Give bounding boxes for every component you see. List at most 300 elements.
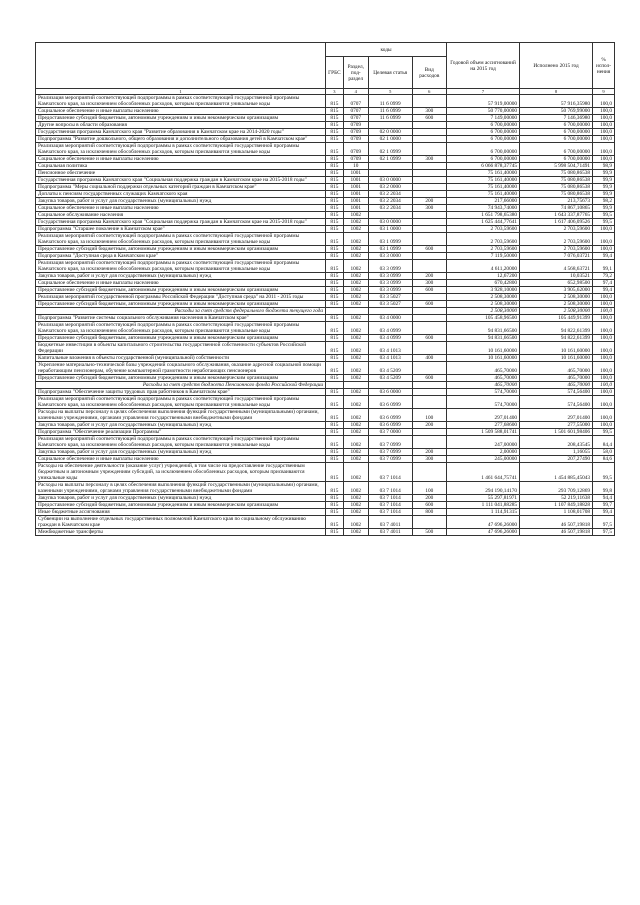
fact-cell: 1 617 406,09526 [520,219,593,226]
plan-cell: 3 928,10000 [447,287,520,294]
index-cell: 4 [343,89,368,95]
table-row [36,422,615,429]
fact-cell: 74 867,10865 [520,205,593,212]
razdel-cell: 1002 [343,233,368,246]
plan-cell: 75 161,40000 [447,177,520,184]
subtotal-row [36,308,615,315]
name-cell: Субвенции на выполнение отдельных государственных полномочий Камчатского края по социальному обслуживанию граждан в Камчатском крае [36,516,326,529]
plan-cell: 50 770,00000 [447,108,520,115]
csr-cell: 02 1 0000 [368,136,412,143]
grbs-cell: 815 [326,260,344,273]
pct-cell: 99,4 [593,509,615,516]
csr-cell: 03 4 1013 [368,342,412,355]
name-cell: Социальное обеспечение и иные выплаты населению [36,156,326,163]
grbs-cell: 815 [326,375,344,382]
pct-cell: 100,0 [593,389,615,396]
razdel-cell: 1002 [343,456,368,463]
csr-cell: 03 7 4011 [368,516,412,529]
plan-cell: 1 625 444,77641 [447,219,520,226]
name-cell: Социальное обеспечение и иные выплаты населению [36,205,326,212]
vr-cell: 200 [412,198,446,205]
name-cell: Реализация мероприятий соответствующей подпрограммы в рамках соответствующей государственной программы Камчатского края, за исключением обособленных расходов, которым присваиваются уникальные коды [36,95,326,108]
index-cell: 7 [447,89,520,95]
plan-cell: 1 114,91315 [447,509,520,516]
pct-cell: 100,0 [593,294,615,301]
csr-cell: 03 4 0999 [368,322,412,335]
name-cell: Расходы за счет средств бюджета Пенсионного фонда Российской Федерации [36,382,326,389]
index-cell: 5 [368,89,412,95]
plan-cell: 1 461 644,75741 [447,463,520,482]
table-row [36,260,615,273]
plan-cell: 217,66000 [447,198,520,205]
grbs-cell: 815 [326,335,344,342]
csr-cell: 02 1 0999 [368,156,412,163]
grbs-cell: 815 [326,422,344,429]
csr-cell: 03 2 2034 [368,205,412,212]
table-row [36,495,615,502]
razdel-cell: 0707 [343,95,368,108]
pct-cell: 99,4 [593,287,615,294]
fact-cell: 94 822,61399 [520,322,593,335]
csr-cell: 03 3 5027 [368,294,412,301]
grbs-cell: 815 [326,429,344,436]
table-row [36,342,615,355]
name-cell: Реализация мероприятий соответствующей подпрограммы в рамках соответствующей государственной программы Камчатского края, за исключением обособленных расходов, которым присваиваются уникальные коды [36,322,326,335]
grbs-cell: 815 [326,315,344,322]
fact-cell: 75 080,86538 [520,170,593,177]
razdel-cell: 1002 [343,482,368,495]
index-cell: 3 [326,89,344,95]
pct-cell: 79,2 [593,273,615,280]
fact-cell: 75 080,86538 [520,191,593,198]
name-cell: Реализация мероприятий государственной программы Российской Федерации "Доступная среда" на 2011 - 2015 годы [36,294,326,301]
table-row [36,482,615,495]
pct-cell: 99,9 [593,184,615,191]
plan-cell: 2 703,59600 [447,246,520,253]
plan-cell: 670,42800 [447,280,520,287]
csr-cell: 03 6 0999 [368,409,412,422]
fact-cell: 57 916,35980 [520,95,593,108]
table-row [36,212,615,219]
razdel-cell: 1002 [343,362,368,375]
table-row [36,335,615,342]
header-razdel: Раздел, под-раздел [343,57,368,89]
table-row [36,502,615,509]
pct-cell: 100,0 [593,342,615,355]
table-row [36,287,615,294]
pct-cell: 97,5 [593,516,615,529]
table-row [36,456,615,463]
csr-cell: 03 7 1014 [368,509,412,516]
vr-cell [412,219,446,226]
plan-cell: 6 700,00000 [447,129,520,136]
pct-cell: 100,0 [593,308,615,315]
plan-cell: 247,00000 [447,436,520,449]
name-cell: Предоставление субсидий бюджетным, автономным учреждениям и иным некоммерческим организациям [36,287,326,294]
fact-cell: 1 107 849,18828 [520,502,593,509]
pct-cell: 99,9 [593,170,615,177]
pct-cell: 100,0 [593,409,615,422]
csr-cell: 03 0 0000 [368,219,412,226]
csr-cell: 03 4 0000 [368,315,412,322]
table-row [36,198,615,205]
table-row [36,163,615,170]
name-cell: Укрепление материально-технической базы учреждений социального обслуживания, оказание адресной социальной помощи неработающим пенсионерам, обучение компьютерной грамотности неработающих пенсионеров [36,362,326,375]
grbs-cell: 815 [326,449,344,456]
grbs-cell: 815 [326,342,344,355]
razdel-cell: 1002 [343,287,368,294]
table-row [36,122,615,129]
razdel-cell [343,382,368,389]
razdel-cell: 1002 [343,429,368,436]
name-cell: Подпрограмма "Развитие системы социального обслуживания населения в Камчатском крае" [36,315,326,322]
budget-sheet [35,42,615,536]
fact-cell: 213,75673 [520,198,593,205]
name-cell: Бюджетные инвестиции в объекты капитального строительства государственной собственности субъектов Российской Федерации [36,342,326,355]
name-cell: Реализация мероприятий соответствующей подпрограммы в рамках соответствующей государственной программы Камчатского края, за исключением обособленных расходов, которым присваиваются уникальные коды [36,260,326,273]
table-row [36,233,615,246]
name-cell: Социальное обеспечение и иные выплаты населению [36,456,326,463]
fact-cell: 75 080,86538 [520,177,593,184]
csr-cell [368,170,412,177]
grbs-cell: 815 [326,205,344,212]
csr-cell: 03 7 0999 [368,436,412,449]
pct-cell: 84,6 [593,456,615,463]
fact-cell: 10 161,60000 [520,342,593,355]
vr-cell: 200 [412,449,446,456]
table-row [36,409,615,422]
grbs-cell: 815 [326,253,344,260]
name-cell: Расходы на обеспечение деятельности (оказание услуг) учреждений, в том числе на предоставление государственным бюджетным и автономным учреждениям субсидий, за исключением обособленных расходов, которым присваиваются уникальные коды [36,463,326,482]
grbs-cell: 815 [326,529,344,536]
csr-cell: 03 3 0000 [368,253,412,260]
grbs-cell: 815 [326,136,344,143]
table-row [36,516,615,529]
plan-cell: 47 696,26000 [447,529,520,536]
plan-cell: 465,70000 [447,382,520,389]
pct-cell: 100,0 [593,156,615,163]
plan-cell: 7 149,00000 [447,115,520,122]
fact-cell: 1,16055 [520,449,593,456]
vr-cell [412,177,446,184]
name-cell: Капитальные вложения в объекты государственной (муниципальной) собственности [36,355,326,362]
pct-cell: 97,5 [593,529,615,536]
grbs-cell: 815 [326,198,344,205]
grbs-cell [326,382,344,389]
csr-cell: 03 7 4011 [368,529,412,536]
vr-cell [412,95,446,108]
fact-cell: 2 508,30000 [520,308,593,315]
csr-cell: 03 6 0000 [368,389,412,396]
grbs-cell: 815 [326,294,344,301]
table-row [36,170,615,177]
razdel-cell: 10 [343,163,368,170]
razdel-cell: 1002 [343,335,368,342]
grbs-cell: 815 [326,95,344,108]
csr-cell: 03 7 1014 [368,495,412,502]
csr-cell [368,308,412,315]
pct-cell: 99,8 [593,482,615,495]
grbs-cell: 815 [326,301,344,308]
pct-cell: 100,0 [593,115,615,122]
pct-cell: 100,0 [593,233,615,246]
vr-cell: 600 [412,335,446,342]
pct-cell: 100,0 [593,246,615,253]
vr-cell: 300 [412,205,446,212]
vr-cell [412,436,446,449]
fact-cell: 10 161,60000 [520,355,593,362]
grbs-cell [326,308,344,315]
fact-cell: 2 703,59600 [520,233,593,246]
plan-cell: 2 703,59600 [447,233,520,246]
table-row [36,375,615,382]
vr-cell [412,315,446,322]
grbs-cell: 815 [326,156,344,163]
razdel-cell: 1002 [343,422,368,429]
razdel-cell [343,308,368,315]
pct-cell: 100,0 [593,95,615,108]
vr-cell: 600 [412,301,446,308]
razdel-cell: 1001 [343,191,368,198]
fact-cell: 652,98500 [520,280,593,287]
grbs-cell: 815 [326,233,344,246]
plan-cell: 277,68600 [447,422,520,429]
fact-cell: 3 905,62000 [520,287,593,294]
fact-cell: 6 700,00000 [520,129,593,136]
grbs-cell: 815 [326,177,344,184]
plan-cell: 1 111 041,88285 [447,502,520,509]
name-cell: Межбюджетные трансферты [36,529,326,536]
plan-cell: 2 703,59600 [447,226,520,233]
razdel-cell: 1002 [343,396,368,409]
csr-cell: 03 1 0999 [368,233,412,246]
csr-cell [368,382,412,389]
name-cell: Социальное обеспечение и иные выплаты населению [36,108,326,115]
pct-cell: 99,7 [593,502,615,509]
csr-cell: 03 7 0999 [368,456,412,463]
name-cell: Закупка товаров, работ и услуг для государственных (муниципальных) нужд [36,422,326,429]
plan-cell: 1 651 798,65380 [447,212,520,219]
fact-cell: 105 449,91399 [520,315,593,322]
pct-cell: 100,0 [593,315,615,322]
fact-cell: 2 508,30000 [520,301,593,308]
grbs-cell: 815 [326,509,344,516]
razdel-cell: 1002 [343,280,368,287]
csr-cell [368,212,412,219]
csr-cell: 03 2 2034 [368,198,412,205]
vr-cell [412,163,446,170]
csr-cell: 03 4 0999 [368,335,412,342]
fact-cell: 4 568,63721 [520,260,593,273]
fact-cell: 465,70000 [520,375,593,382]
plan-cell: 465,70000 [447,362,520,375]
csr-cell: 02 0 0000 [368,129,412,136]
table-row [36,95,615,108]
fact-cell: 10,03521 [520,273,593,280]
plan-cell: 105 458,96500 [447,315,520,322]
grbs-cell: 815 [326,463,344,482]
vr-cell [412,516,446,529]
csr-cell [368,122,412,129]
fact-cell: 52 219,11638 [520,495,593,502]
razdel-cell: 0709 [343,156,368,163]
table-row [36,184,615,191]
plan-cell: 75 161,40000 [447,191,520,198]
grbs-cell: 815 [326,389,344,396]
razdel-cell: 1001 [343,170,368,177]
fact-cell: 297,01400 [520,409,593,422]
grbs-cell: 815 [326,495,344,502]
grbs-cell: 815 [326,246,344,253]
pct-cell: 100,0 [593,375,615,382]
fact-cell: 1 643 337,87765 [520,212,593,219]
fact-cell: 46 507,19818 [520,516,593,529]
razdel-cell: 1002 [343,516,368,529]
plan-cell: 2,00000 [447,449,520,456]
razdel-cell: 0707 [343,115,368,122]
table-row [36,429,615,436]
name-cell: Предоставление субсидий бюджетным, автономным учреждениям и иным некоммерческим организациям [36,502,326,509]
fact-cell: 1 454 885,45043 [520,463,593,482]
grbs-cell: 815 [326,163,344,170]
fact-cell: 1 108,01708 [520,509,593,516]
csr-cell: 03 4 5209 [368,375,412,382]
csr-cell: 03 3 0999 [368,287,412,294]
pct-cell: 58,0 [593,449,615,456]
fact-cell: 1 501 601,98406 [520,429,593,436]
pct-cell: 100,0 [593,335,615,342]
razdel-cell: 1002 [343,273,368,280]
grbs-cell: 815 [326,355,344,362]
table-row [36,115,615,122]
name-cell: Предоставление субсидий бюджетным, автономным учреждениям и иным некоммерческим организациям [36,335,326,342]
vr-cell: 300 [412,108,446,115]
name-cell: Подпрограмма "Старшее поколение в Камчатском крае" [36,226,326,233]
vr-cell: 200 [412,273,446,280]
table-row [36,226,615,233]
vr-cell [412,122,446,129]
grbs-cell: 815 [326,184,344,191]
table-row [36,156,615,163]
razdel-cell: 1002 [343,246,368,253]
fact-cell: 7 146,36980 [520,115,593,122]
fact-cell: 207,27490 [520,456,593,463]
plan-cell: 294 190,14170 [447,482,520,495]
pct-cell: 98,2 [593,198,615,205]
fact-cell: 574,56400 [520,389,593,396]
vr-cell [412,129,446,136]
csr-cell: 03 4 1013 [368,355,412,362]
name-cell: Социальная политика [36,163,326,170]
pct-cell: 99,4 [593,253,615,260]
plan-cell: 47 696,26000 [447,516,520,529]
pct-cell: 100,0 [593,136,615,143]
name-cell: Подпрограмма "Меры социальной поддержки отдельных категорий граждан в Камчатском крае" [36,184,326,191]
vr-cell [412,396,446,409]
plan-cell: 4 611,20000 [447,260,520,273]
pct-cell: 99,5 [593,429,615,436]
pct-cell: 100,0 [593,143,615,156]
vr-cell: 600 [412,246,446,253]
table-row [36,143,615,156]
vr-cell: 300 [412,156,446,163]
table-body [36,95,615,536]
table-row [36,322,615,335]
plan-cell: 10 161,60000 [447,355,520,362]
grbs-cell: 815 [326,143,344,156]
vr-cell: 300 [412,280,446,287]
name-cell: Доплаты к пенсиям государственных служащих Камчатского края [36,191,326,198]
name-cell: Реализация мероприятий соответствующей подпрограммы в рамках соответствующей государственной программы Камчатского края, за исключением обособленных расходов, которым присваиваются уникальные коды [36,233,326,246]
plan-cell: 57 919,00000 [447,95,520,108]
razdel-cell: 1002 [343,212,368,219]
vr-cell: 600 [412,375,446,382]
index-cell: 8 [520,89,593,95]
vr-cell: 800 [412,509,446,516]
razdel-cell: 1002 [343,260,368,273]
vr-cell [412,260,446,273]
razdel-cell: 1001 [343,205,368,212]
grbs-cell: 815 [326,108,344,115]
name-cell: Закупка товаров, работ и услуг для государственных (муниципальных) нужд [36,449,326,456]
razdel-cell: 1002 [343,219,368,226]
plan-cell: 6 700,00000 [447,143,520,156]
plan-cell: 6 700,00000 [447,156,520,163]
csr-cell: 03 4 5209 [368,362,412,375]
name-cell: Государственная программа Камчатского края "Социальная поддержка граждан в Камчатском крае на 2015-2018 годы" [36,219,326,226]
table-row [36,273,615,280]
vr-cell: 100 [412,482,446,495]
csr-cell: 03 2 2034 [368,191,412,198]
csr-cell: 03 2 0000 [368,184,412,191]
vr-cell [412,253,446,260]
razdel-cell: 1002 [343,436,368,449]
razdel-cell: 1002 [343,301,368,308]
table-row [36,463,615,482]
name-cell: Предоставление субсидий бюджетным, автономным учреждениям и иным некоммерческим организациям [36,115,326,122]
plan-cell: 1 509 588,01741 [447,429,520,436]
fact-cell: 293 709,12869 [520,482,593,495]
table-row [36,205,615,212]
fact-cell: 277,55000 [520,422,593,429]
vr-cell [412,322,446,335]
grbs-cell: 815 [326,322,344,335]
plan-cell: 94 831,66500 [447,322,520,335]
name-cell: Подпрограмма "Развитие дошкольного, общего образования и дополнительного образования детей в Камчатском крае" [36,136,326,143]
vr-cell: 200 [412,422,446,429]
razdel-cell: 1002 [343,509,368,516]
grbs-cell: 815 [326,456,344,463]
csr-cell [368,163,412,170]
pct-cell: 94,4 [593,495,615,502]
csr-cell: 03 6 0999 [368,396,412,409]
grbs-cell: 815 [326,115,344,122]
vr-cell [412,212,446,219]
plan-cell: 12,67200 [447,273,520,280]
table-row [36,219,615,226]
pct-cell: 100,0 [593,362,615,375]
grbs-cell: 815 [326,502,344,509]
name-cell: Закупка товаров, работ и услуг для государственных (муниципальных) нужд [36,198,326,205]
fact-cell: 6 700,00000 [520,143,593,156]
vr-cell: 600 [412,115,446,122]
plan-cell: 10 161,60000 [447,342,520,355]
vr-cell [412,226,446,233]
csr-cell: 02 1 0999 [368,143,412,156]
pct-cell: 100,0 [593,322,615,335]
pct-cell: 98,9 [593,163,615,170]
name-cell: Закупка товаров, работ и услуг для государственных (муниципальных) нужд [36,495,326,502]
